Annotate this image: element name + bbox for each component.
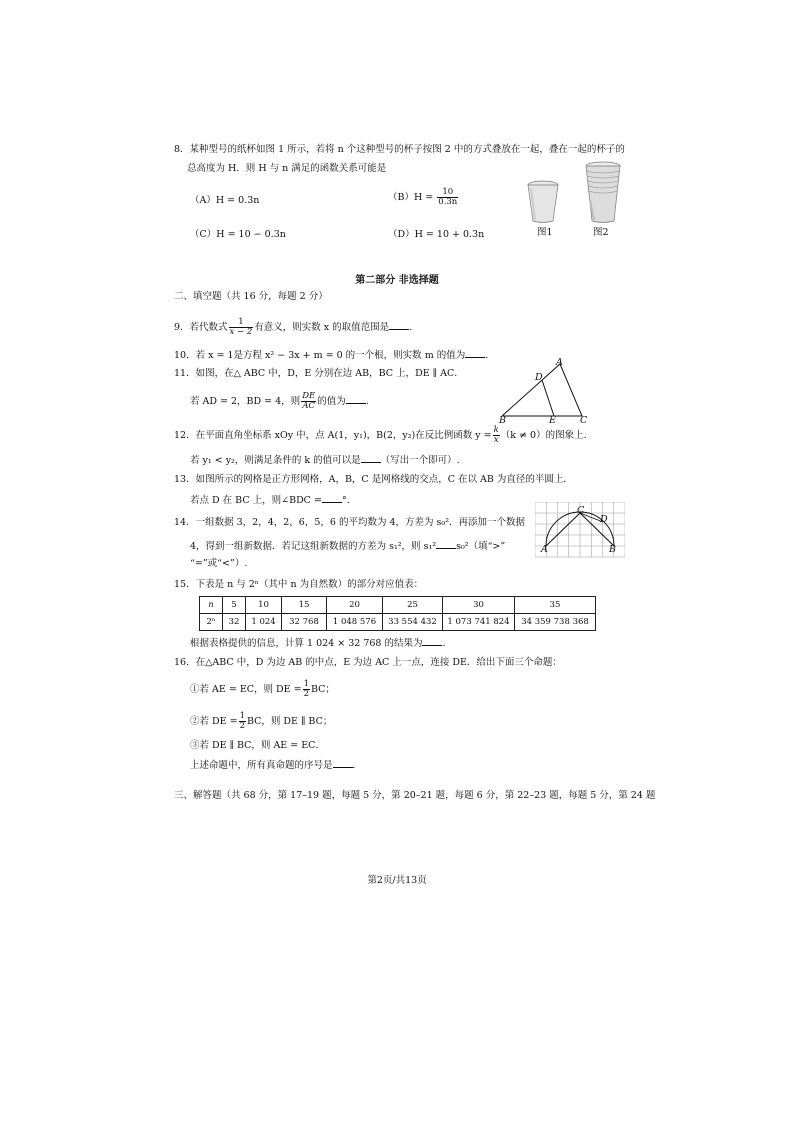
part3-section-heading: 三、解答题（共 68 分，第 17–19 题，每题 5 分，第 20–21 题，每题 6 分，第 22–23 题，每题 5 分，第 24 题 xyxy=(174,790,656,801)
table-row xyxy=(200,614,596,631)
q14-line2: 4，得到一组新数据．若记这组新数据的方差为 s₁²，则 s₁² s₀²（填“>” xyxy=(190,541,506,552)
table-cell: 20 xyxy=(327,597,383,614)
q11-label-e: E xyxy=(549,415,556,426)
table-cell: 34 359 738 368 xyxy=(515,614,596,631)
q15-line1: 15．下表是 n 与 2ⁿ（其中 n 为自然数）的部分对应值表： xyxy=(174,579,424,590)
q13-label-a: A xyxy=(541,544,548,555)
table-cell: 32 768 xyxy=(282,614,327,631)
table-cell: 1 048 576 xyxy=(327,614,383,631)
q13-answer-blank xyxy=(322,493,342,503)
table-cell: 30 xyxy=(443,597,515,614)
stacked-cups-image xyxy=(586,162,620,223)
q8-line1: 8．某种型号的纸杯如图 1 所示，若将 n 个这种型号的杯子按图 2 中的方式叠放在一起，叠在一起的杯子的 xyxy=(174,144,625,155)
q15-line2: 根据表格提供的信息，计算 1 024 × 32 768 的结果为 . xyxy=(190,638,446,649)
q13-line2: 若点 D 在 BC 上，则∠BDC = °． xyxy=(190,495,357,506)
q14-answer-blank xyxy=(436,539,456,549)
table-cell: 15 xyxy=(282,597,327,614)
table-cell: 5 xyxy=(223,597,246,614)
q16-proposition-3: ③若 DE ∥ BC，则 AE = EC． xyxy=(190,740,325,751)
table-row xyxy=(200,597,596,614)
q8-figure2-caption: 图2 xyxy=(593,227,609,238)
q8-option-c: （C）H = 10 − 0.3n xyxy=(190,229,286,240)
q12-line1: 12．在平面直角坐标系 xOy 中，点 A(1，y₁)，B(2，y₂)在反比例函数 y = $\frac{k}{x}$ （k ≠ 0）的图象上. xyxy=(174,425,587,445)
table-cell: 2ⁿ xyxy=(200,614,223,631)
q16-proposition-2: ②若 DE = $\frac{1}{2}$ BC，则 DE ∥ BC； xyxy=(190,711,333,731)
table-cell: 35 xyxy=(515,597,596,614)
table-cell: 33 554 432 xyxy=(383,614,443,631)
q13-label-d: D xyxy=(600,514,608,525)
table-cell: 1 073 741 824 xyxy=(443,614,515,631)
q11-answer-blank xyxy=(346,394,366,404)
page-number: 第2页/共13页 xyxy=(367,875,427,886)
q11-line1: 11．如图，在△ ABC 中，D，E 分别在边 AB，BC 上，DE ∥ AC． xyxy=(174,368,464,379)
table-cell: n xyxy=(200,597,223,614)
q9-answer-blank xyxy=(389,320,409,330)
q13-line1: 13．如图所示的网格是正方形网格，A，B，C 是网格线的交点，C 在以 AB 为直径的半圆上． xyxy=(174,474,573,485)
table-cell: 32 xyxy=(223,614,246,631)
q11-line2: 若 AD = 2，BD = 4，则 $\frac{DE}{AC}$ 的值为 . xyxy=(190,391,369,411)
q11-label-b: B xyxy=(499,415,506,426)
q15-values-table xyxy=(199,596,596,631)
q9-text: 9．若代数式 $\frac{1}{x - 2}$ 有意义，则实数 x 的取值范围是 . xyxy=(174,317,413,337)
q12-line2: 若 y₁ < y₂，则满足条件的 k 的值可以是 （写出一个即可）. xyxy=(190,455,460,466)
q8-option-a: （A）H = 0.3n xyxy=(190,195,260,206)
table-cell: 1 024 xyxy=(246,614,282,631)
q16-line5: 上述命题中，所有真命题的序号是 . xyxy=(190,760,356,771)
fill-in-section-heading: 二、填空题（共 16 分，每题 2 分） xyxy=(174,291,328,302)
table-cell: 25 xyxy=(383,597,443,614)
q13-label-c: C xyxy=(577,505,585,516)
q11-label-a: A xyxy=(556,357,563,368)
q11-label-d: D xyxy=(535,372,543,383)
q10-text: 10．若 x = 1是方程 x² − 3x + m = 0 的一个根，则实数 m 的值为 . xyxy=(174,350,489,361)
q11-label-c: C xyxy=(580,415,588,426)
q13-label-b: B xyxy=(609,544,616,555)
q10-answer-blank xyxy=(465,348,485,358)
single-cup-image xyxy=(528,181,558,223)
table-cell: 10 xyxy=(246,597,282,614)
q11-triangle-figure xyxy=(492,356,592,428)
q8-option-b: （B）H = $\frac{10}{0.3n}$ xyxy=(388,187,458,207)
q12-answer-blank xyxy=(361,453,381,463)
q15-answer-blank xyxy=(422,636,442,646)
q14-line3: “=”或“<”）. xyxy=(190,558,248,569)
q16-proposition-1: ①若 AE = EC，则 DE = $\frac{1}{2}$ BC； xyxy=(190,679,335,699)
q16-answer-blank xyxy=(333,758,353,768)
q8-cup-figures xyxy=(525,160,625,226)
q14-line1: 14．一组数据 3，2，4，2，6，5，6 的平均数为 4，方差为 s₀²．再添加一个数据 xyxy=(174,517,526,528)
q8-figure1-caption: 图1 xyxy=(537,227,553,238)
part2-title: 第二部分 非选择题 xyxy=(355,275,439,286)
q16-line1: 16．在△ABC 中，D 为边 AB 的中点，E 为边 AC 上一点，连接 DE．给出下面三个命题： xyxy=(174,657,562,668)
q8-line2: 总高度为 H．则 H 与 n 满足的函数关系可能是 xyxy=(187,163,387,174)
q8-option-d: （D）H = 10 + 0.3n xyxy=(388,229,485,240)
